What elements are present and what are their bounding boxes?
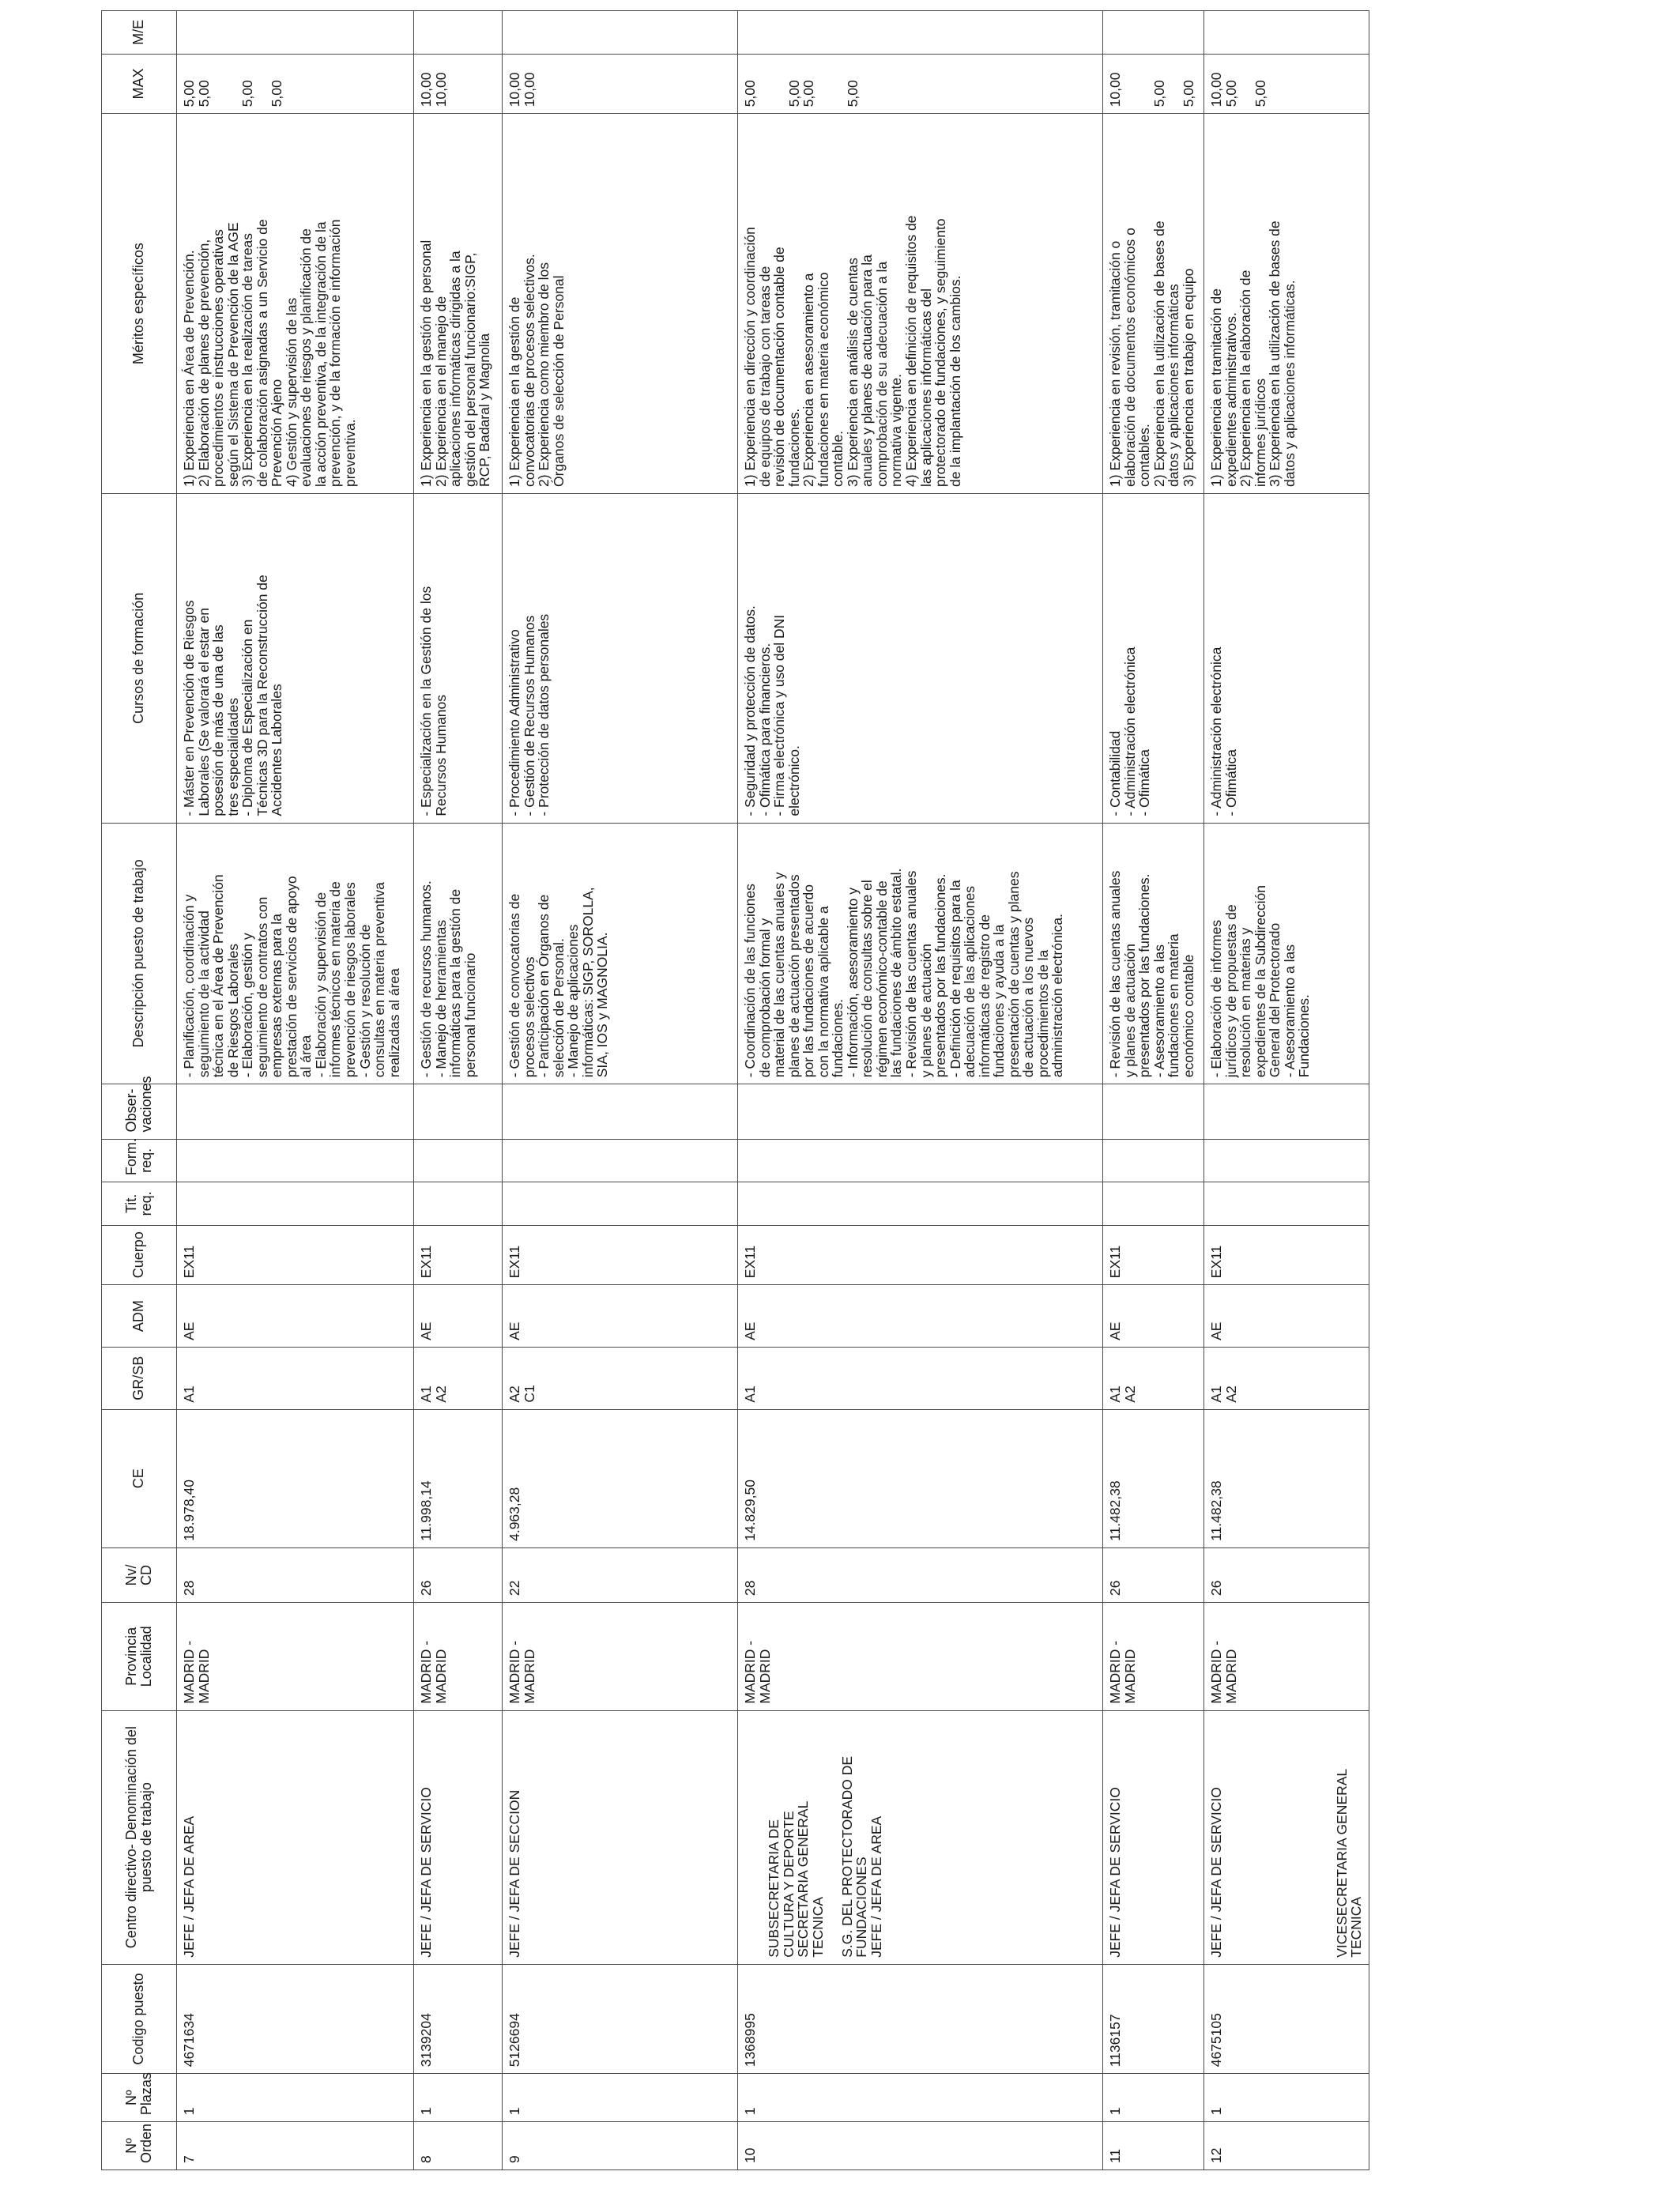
cell-centro [738,1710,1103,1964]
cell-plazas: 1 [1103,2074,1204,2122]
cell-descripcion: - Gestión de convocatorias de procesos selectivos - Participación en Órganos de selección de Personal. - Manejo de aplicaciones informáticas: SIGP, SOROLLA, SIA, IOS y MAGNOLIA. [503,823,738,1084]
cell-nivel: 26 [1204,1547,1369,1602]
header-meritos: Méritos específicos [102,114,177,494]
cell-plazas: 1 [414,2074,503,2122]
cell-nivel: 26 [414,1547,503,1602]
cell-formacion [177,1139,414,1182]
cell-max: 10,00 10,00 [503,54,738,114]
table-row [503,11,738,2170]
cell-adm: AE [503,1285,738,1348]
cell-ce: 4.963,28 [503,1409,738,1547]
cell-me [1204,11,1369,55]
cell-max: 10,00 5,00 5,00 [1103,54,1204,114]
header-plazas: Nº Plazas [102,2074,177,2122]
cell-ce: 18.978,40 [177,1409,414,1547]
cell-cuerpo: EX11 [738,1225,1103,1285]
header-titulacion: Tit. req. [102,1182,177,1226]
cell-meritos: 1) Experiencia en la gestión de personal 2) Experiencia en el manejo de aplicaciones informáticas dirigidas a la gestión del personal funcionario:SIGP, RCP, Badaral y Magnolia [414,114,503,494]
cell-titulacion [738,1182,1103,1226]
cell-provincia: MADRID - MADRID [738,1603,1103,1710]
table-row [177,11,414,2170]
header-cursos: Cursos de formación [102,493,177,823]
header-me: M/E [102,11,177,55]
job-title: JEFE / JEFA DE SERVICIO [1107,1787,1123,1958]
job-title: JEFE / JEFA DE SECCION [507,1789,522,1958]
header-row [102,11,177,2170]
header-nivel: Nv/ CD [102,1547,177,1602]
cell-orden: 8 [414,2122,503,2170]
cell-observaciones [177,1084,414,1139]
cell-me [503,11,738,55]
cell-centro [503,1710,738,1964]
cell-adm: AE [1204,1285,1369,1348]
cell-provincia: MADRID - MADRID [177,1603,414,1710]
cell-ce: 11.482,38 [1103,1409,1204,1547]
cell-plazas: 1 [1204,2074,1369,2122]
cell-centro [414,1710,503,1964]
section-heading: SUBSECRETARIA DE CULTURA Y DEPORTE SECRETARIA GENERAL TECNICA S.G. DEL PROTECTORADO DE FUNDACIONES [766,1755,870,1958]
cell-adm: AE [177,1285,414,1348]
cell-orden: 7 [177,2122,414,2170]
cell-orden: 12 [1204,2122,1369,2170]
cell-codigo: 4675105 [1204,1964,1369,2074]
cell-centro [177,1710,414,1964]
job-title: JEFE / JEFA DE AREA [868,1815,884,1958]
cell-nivel: 28 [177,1547,414,1602]
cell-grupo: A2 C1 [503,1347,738,1409]
cell-meritos: 1) Experiencia en revisión, tramitación o elaboración de documentos económicos o contables. 2) Experiencia en la utilización de bases de datos y aplicaciones informáticas 3) Experiencia en trabajo en equipo [1103,114,1204,494]
cell-cuerpo: EX11 [177,1225,414,1285]
cell-descripcion: - Elaboración de informes jurídicos y de propuestas de resolución en materias y expedientes de la Subdirección General del Protectorado - Asesoramiento a las Fundaciones. [1204,823,1369,1084]
cell-cursos: - Procedimiento Administrativo - Gestión de Recursos Humanos - Protección de datos personales [503,493,738,823]
cell-plazas: 1 [738,2074,1103,2122]
cell-cursos: - Especialización en la Gestión de los Recursos Humanos [414,493,503,823]
cell-grupo: A1 [177,1347,414,1409]
table-row [1103,11,1204,2170]
cell-descripcion: - Coordinación de las funciones de comprobación formal y material de las cuentas anuales y planes de actuación presentados por las fundaciones de acuerdo con la normativa aplicable a fundaciones. - Información, asesoramiento y resolución de consultas sobre el régimen económico-contable de las fundaciones de ámbito estatal. - Revisión de las cuentas anuales y planes de actuación presentados por las fundaciones. - Definición de requisitos para la adecuación de las aplicaciones informáticas de registro de fundaciones y ayuda a la presentación de cuentas y planes de actuación a los nuevos procedimientos de la administración electrónica. [738,823,1103,1084]
job-title: JEFE / JEFA DE SERVICIO [1208,1787,1224,1958]
cell-me [738,11,1103,55]
cell-max: 10,00 10,00 [414,54,503,114]
cell-adm: AE [1103,1285,1204,1348]
table-body [177,11,1369,2170]
header-codigo: Codigo puesto [102,1964,177,2074]
header-grupo: GR/SB [102,1347,177,1409]
cell-ce: 11.482,38 [1204,1409,1369,1547]
cell-cursos: - Contabilidad - Administración electrónica - Ofimática [1103,493,1204,823]
cell-provincia: MADRID - MADRID [503,1603,738,1710]
cell-codigo: 1136157 [1103,1964,1204,2074]
table-row [414,11,503,2170]
header-descripcion: Descripción puesto de trabajo [102,823,177,1084]
cell-max: 5,00 5,00 5,00 5,00 [738,54,1103,114]
cell-nivel: 22 [503,1547,738,1602]
cell-codigo: 4671634 [177,1964,414,2074]
cell-me [414,11,503,55]
cell-provincia: MADRID - MADRID [1103,1603,1204,1710]
cell-observaciones [503,1084,738,1139]
cell-ce: 11.998,14 [414,1409,503,1547]
job-title: JEFE / JEFA DE SERVICIO [418,1787,434,1958]
cell-cursos: - Administración electrónica - Ofimática [1204,493,1369,823]
cell-meritos: 1) Experiencia en la gestión de convocatorias de procesos selectivos. 2) Experiencia como miembro de los Órganos de selección de Personal [503,114,738,494]
cell-grupo: A1 A2 [1103,1347,1204,1409]
cell-meritos: 1) Experiencia en tramitación de expedientes administrativos. 2) Experiencia en la elaboración de informes jurídicos 3) Experiencia en la utilización de bases de datos y aplicaciones informáticas. [1204,114,1369,494]
cell-ce: 14.829,50 [738,1409,1103,1547]
cell-centro [1103,1710,1204,1964]
cell-cuerpo: EX11 [1204,1225,1369,1285]
cell-titulacion [503,1182,738,1226]
cell-orden: 9 [503,2122,738,2170]
cell-cuerpo: EX11 [1103,1225,1204,1285]
cell-me [1103,11,1204,55]
header-ce: CE [102,1409,177,1547]
cell-formacion [1204,1139,1369,1182]
cell-descripcion: - Gestión de recursos humanos. - Manejo de herramientas informáticas para la gestión de personal funcionario [414,823,503,1084]
cell-plazas: 1 [177,2074,414,2122]
header-observaciones: Obser-vaciones [102,1084,177,1139]
cell-centro [1204,1710,1369,1964]
cell-meritos: 1) Experiencia en dirección y coordinación de equipos de trabajo con tareas de revisión de documentación contable de fundaciones. 2) Experiencia en asesoramiento a fundaciones en materia económico contable. 3) Experiencia en análisis de cuentas anuales y planes de actuación para la comprobación de su adecuación a la normativa vigente. 4) Experiencia en definición de requisitos de las aplicaciones informáticas del protectorado de fundaciones, y seguimiento de la implantación de los cambios. [738,114,1103,494]
cell-formacion [1103,1139,1204,1182]
cell-cuerpo: EX11 [503,1225,738,1285]
cell-observaciones [414,1084,503,1139]
header-orden: Nº Orden [102,2122,177,2170]
cell-orden: 10 [738,2122,1103,2170]
cell-formacion [503,1139,738,1182]
cell-grupo: A1 A2 [414,1347,503,1409]
header-max: MAX [102,54,177,114]
cell-titulacion [414,1182,503,1226]
header-provincia: Provincia Localidad [102,1603,177,1710]
cell-formacion [414,1139,503,1182]
cell-cursos: - Máster en Prevención de Riesgos Laborales (Se valorará el estar en posesión de más de una de las tres especialidades - Diploma de Especialización en Técnicas 3D para la Reconstrucción de Accidentes Laborales [177,493,414,823]
cell-descripcion: - Planificación, coordinación y seguimiento de la actividad técnica en el Área de Prevención de Riesgos Laborales - Elaboración, gestión y seguimiento de contratos con empresas externas para la prestación de servicios de apoyo al área - Elaboración y supervisión de informes técnicos en materia de prevención de riesgos laborales - Gestión y resolución de consultas en materia preventiva realizadas al área [177,823,414,1084]
job-vacancies-table [101,10,1369,2170]
cell-cursos: - Seguridad y protección de datos. - Ofimática para financieros. - Firma electrónica y uso del DNI electrónico. [738,493,1103,823]
table-row [738,11,1103,2170]
section-heading: VICESECRETARIA GENERAL TECNICA [1333,1768,1365,1958]
cell-observaciones [1204,1084,1369,1139]
cell-titulacion [177,1182,414,1226]
cell-max: 5,00 5,00 5,00 5,00 [177,54,414,114]
cell-grupo: A1 A2 [1204,1347,1369,1409]
cell-codigo: 5126694 [503,1964,738,2074]
cell-orden: 11 [1103,2122,1204,2170]
cell-codigo: 1368995 [738,1964,1103,2074]
cell-adm: AE [414,1285,503,1348]
cell-provincia: MADRID - MADRID [1204,1603,1369,1710]
cell-plazas: 1 [503,2074,738,2122]
cell-titulacion [1103,1182,1204,1226]
header-cuerpo: Cuerpo [102,1225,177,1285]
cell-descripcion: - Revisión de las cuentas anuales y planes de actuación presentados por las fundaciones. - Asesoramiento a las fundaciones en materia económico contable [1103,823,1204,1084]
cell-grupo: A1 [738,1347,1103,1409]
cell-codigo: 3139204 [414,1964,503,2074]
header-centro: Centro directivo- Denominación del puesto de trabajo [102,1710,177,1964]
cell-observaciones [1103,1084,1204,1139]
cell-nivel: 26 [1103,1547,1204,1602]
header-adm: ADM [102,1285,177,1348]
cell-meritos: 1) Experiencia en Área de Prevención. 2) Elaboración de planes de prevención, procedimientos e instrucciones operativas según el Sistema de Prevención de la AGE 3) Experiencia en la realización de tareas de colaboración asignadas a un Servicio de Prevención Ajeno 4) Gestión y supervisión de las evaluaciones de riesgos y planificación de la acción preventiva, de la integración de la prevención, y de la formación e información preventiva. [177,114,414,494]
cell-nivel: 28 [738,1547,1103,1602]
cell-cuerpo: EX11 [414,1225,503,1285]
cell-provincia: MADRID - MADRID [414,1603,503,1710]
cell-formacion [738,1139,1103,1182]
cell-adm: AE [738,1285,1103,1348]
cell-titulacion [1204,1182,1369,1226]
cell-me [177,11,414,55]
cell-max: 10,00 5,00 5,00 [1204,54,1369,114]
job-title: JEFE / JEFA DE AREA [181,1815,197,1958]
table-row [1204,11,1369,2170]
header-formacion: Form. req. [102,1139,177,1182]
cell-observaciones [738,1084,1103,1139]
